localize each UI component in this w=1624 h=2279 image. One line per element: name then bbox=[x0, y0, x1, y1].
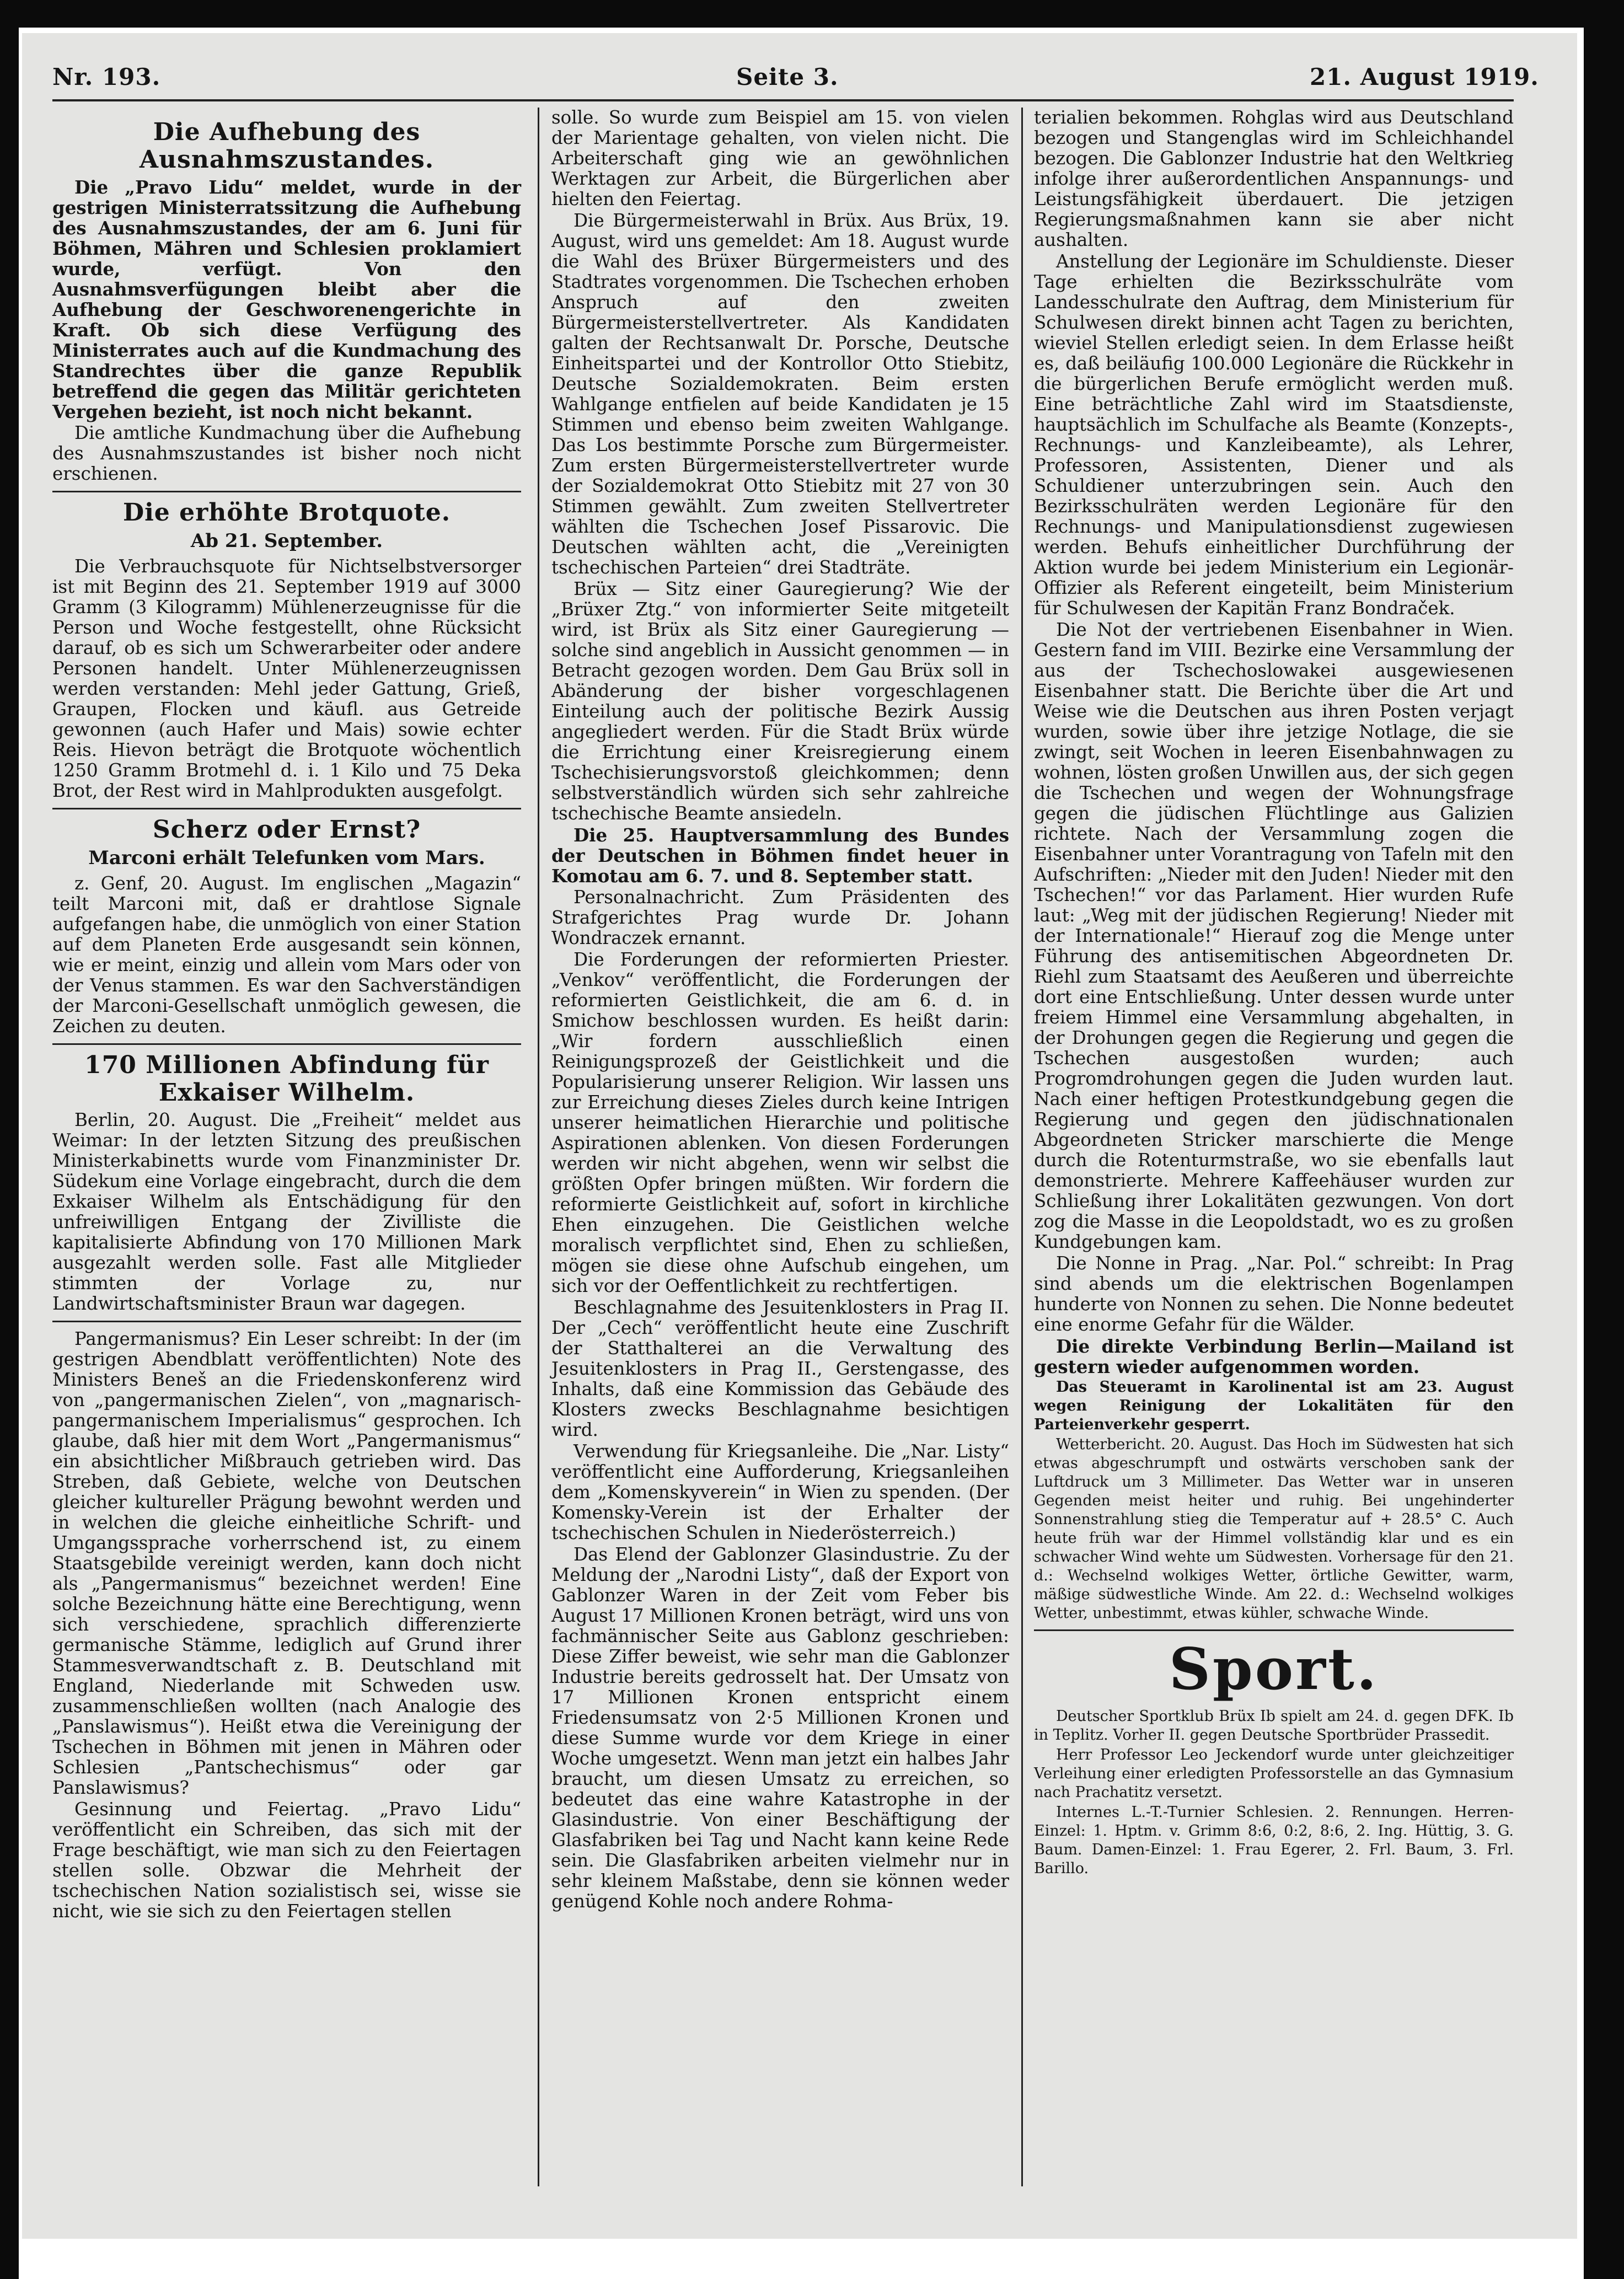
sport-paragraph: Deutscher Sportklub Brüx Ib spielt am 24. d. gegen DFK. Ib in Teplitz. Vorher II. gegen Deutsche Sportbrüder Prassedit. bbox=[1034, 1708, 1514, 1744]
article-separator bbox=[1034, 1629, 1514, 1631]
page-left-border bbox=[0, 0, 19, 2279]
column-2 bbox=[551, 108, 1009, 1913]
sport-section-title: Sport. bbox=[1169, 1635, 1379, 1703]
article-subtitle: Marconi erhält Telefunken vom Mars. bbox=[88, 847, 485, 869]
column-1 bbox=[52, 108, 521, 1923]
header-issue-number: Nr. 193. bbox=[52, 63, 161, 90]
sport-paragraph: Internes L.-T.-Turnier Schlesien. 2. Rennungen. Herren-Einzel: 1. Hptm. v. Grimm 8:6, 0:2, 8:6, 2. Ing. Hüttig, 3. G. Baum. Damen-Einzel: 1. Frau Egerer, 2. Frl. Baum, 3. Frl. Barillo. bbox=[1034, 1804, 1514, 1877]
article-separator bbox=[52, 491, 521, 492]
article-paragraph: Verwendung für Kriegsanleihe. Die „Nar. Listy“ veröffentlicht eine Aufforderung, Kriegsanleihen dem „Komenskyverein“ in Wien zu spenden. (Der Komensky-Verein ist der Erhalter der tschechischen Schulen in Niederösterreich.) bbox=[551, 1441, 1009, 1543]
article-paragraph: Die Verbrauchsquote für Nichtselbstversorger ist mit Beginn des 21. September 1919 auf 3000 Gramm (3 Kilogramm) Mühlenerzeugnisse für die Person und Woche festgestellt, ohne Rücksicht darauf, ob es sich um Schwerarbeiter oder andere Personen handelt. Unter Mühlenerzeugnissen werden verstanden: Mehl jeder Gattung, Grieß, Graupen, Flocken und käufl. aus Getreide gewonnen (auch Hafer und Mais) sowie echter Reis. Hievon beträgt die Brotquote wöchentlich 1250 Gramm Brotmehl d. i. 1 Kilo und 75 Deka Brot, der Rest wird in Mahlprodukten ausgefolgt. bbox=[52, 556, 521, 801]
sport-paragraph: Herr Professor Leo Jeckendorf wurde unter gleichzeitiger Verleihung einer erledigten Professorstelle an das Gymnasium nach Prachatitz versetzt. bbox=[1034, 1746, 1514, 1801]
article-paragraph: Die Nonne in Prag. „Nar. Pol.“ schreibt: In Prag sind abends um die elektrischen Bogenlampen hunderte von Nonnen zu sehen. Die Nonne bedeutet eine enorme Gefahr für die Wälder. bbox=[1034, 1253, 1514, 1335]
column-divider-1 bbox=[538, 108, 539, 2186]
column-divider-2 bbox=[1021, 108, 1023, 2186]
article-title: 170 Millionen Abfindung für Exkaiser Wilhelm. bbox=[84, 1051, 489, 1107]
article-paragraph: z. Genf, 20. August. Im englischen „Magazin“ teilt Marconi mit, daß er drahtlose Signale aufgefangen habe, die unmöglich von einer Station auf dem Planeten Erde ausgesandt sein können, wie er meint, einzig und allein vom Mars oder von der Venus stammen. Es war den Sachverständigen der Marconi-Gesellschaft unmöglich gewesen, die Zeichen zu deuten. bbox=[52, 873, 521, 1037]
article-paragraph: Die 25. Hauptversammlung des Bundes der Deutschen in Böhmen findet heuer in Komotau am 6. 7. und 8. September statt. bbox=[551, 824, 1009, 887]
article-title: Die erhöhte Brotquote. bbox=[122, 498, 451, 527]
article-paragraph: Personalnachricht. Zum Präsidenten des Strafgerichtes Prag wurde Dr. Johann Wondraczek ernannt. bbox=[551, 887, 1009, 948]
article-paragraph: Die Not der vertriebenen Eisenbahner in Wien. Gestern fand im VIII. Bezirke eine Versammlung der aus der Tschechoslowakei ausgewiesenen Eisenbahner statt. Die Berichte über die Art und Weise wie die Deutschen aus ihren Posten verjagt wurden, sowie über ihre jetzige Notlage, die sie zwingt, seit Wochen in leeren Eisenbahnwagen zu wohnen, lösten großen Unwillen aus, der sich gegen die Tschechen und wegen der Wohnungsfrage gegen die jüdischen Flüchtlinge aus Galizien richtete. Nach der Versammlung zogen die Eisenbahner unter Vorantragung von Tafeln mit den Aufschriften: „Nieder mit den Juden! Nieder mit den Tschechen!“ vor das Parlament. Hier wurden Rufe laut: „Weg mit der jüdischen Regierung! Nieder mit der Internationale!“ Hierauf zog die Menge unter Führung des antisemitischen Abgeordneten Dr. Riehl zum Staatsamt des Aeußeren und überreichte dort eine Entschließung. Unter dessen wurde unter freiem Himmel eine Versammlung abgehalten, in der Drohungen gegen die Regierung und gegen die Tschechen ausgestoßen wurden; auch Progromdrohungen gegen die Juden wurden laut. Nach einer heftigen Protestkundgebung gegen die Regierung und gegen den jüdischnationalen Abgeordneten Stricker marschierte die Menge durch die Rotenturmstraße, wo sie ebenfalls laut demonstrierte. Mehrere Kaffeehäuser wurden zur Schließung ihrer Lokalitäten gezwungen. Von dort zog die Masse in die Leopoldstadt, wo es zu großen Kundgebungen kam. bbox=[1034, 619, 1514, 1252]
weather-report: Wetterbericht. 20. August. Das Hoch im Südwesten hat sich etwas abgeschrumpft und ostwärts verschoben sank der Luftdruck um 3 Millimeter. Das Wetter war in unseren Gegenden meist heiter und ruhig. Bei ungehinderter Sonnenstrahlung stieg die Temperatur auf + 28.5° C. Auch heute früh war der Himmel vollständig klar und es ein schwacher Wind wehte um Südwesten. Vorhersage für den 21. d.: Wechselnd wolkiges Wetter, örtliche Gewitter, warm, mäßige südwestliche Winde. Am 22. d.: Wechselnd wolkiges Wetter, unbestimmt, etwas kühler, schwache Winde. bbox=[1034, 1436, 1514, 1622]
page-top-border bbox=[0, 0, 1624, 28]
page-right-border bbox=[1584, 0, 1624, 2279]
article-paragraph: Anstellung der Legionäre im Schuldienste. Dieser Tage erhielten die Bezirksschulräte vom Landesschulrate den Auftrag, dem Ministerium für Schulwesen direkt binnen acht Tagen zu berichten, wieviel Stellen erledigt seien. In dem Erlasse heißt es, daß beiläufig 100.000 Legionäre die Rückkehr in die bürgerlichen Berufe ermöglicht werden muß. Eine beträchtliche Zahl wird im Staatsdienste, hauptsächlich im Schulfache als Beamte (Konzepts-, Rechnungs- und Kanzleibeamte), als Lehrer, Professoren, Assistenten, Diener und als Schuldiener unterzubringen sein. Auch den Bezirksschulräten werden Legionäre für den Rechnungs- und Manipulationsdienst zugewiesen werden. Behufs einheitlicher Durchführung der Aktion wurde bei jedem Ministerium ein Legionär-Offizier als Referent eingeteilt, beim Ministerium für Schulwesen der Kapitän Franz Bondraček. bbox=[1034, 251, 1514, 619]
article-paragraph: Die Forderungen der reformierten Priester. „Venkov“ veröffentlicht, die Forderungen der reformierten Geistlichkeit, die am 6. d. in Smichow beschlossen wurden. Es heißt darin: „Wir fordern ausschließlich einen Reinigungsprozeß der Geistlichkeit und die Popularisierung unserer Religion. Wir lassen uns zur Erreichung dieses Zieles durch keine Intrigen unserer heimatlichen Hierarchie und politische Aspirationen ablenken. Von diesen Forderungen werden wir nicht abgehen, wenn wir selbst die größten Opfer bringen müßten. Wir fordern die reformierte Geistlichkeit auf, sofort in kirchliche Ehen einzugehen. Die Geistlichen welche moralisch verpflichtet sind, Ehen zu schließen, mögen sie diese ohne Aufschub eingehen, um sich vor der Oeffentlichkeit zu rechtfertigen. bbox=[551, 949, 1009, 1296]
article-subtitle: Ab 21. September. bbox=[190, 530, 383, 552]
article-paragraph: Beschlagnahme des Jesuitenklosters in Prag II. Der „Cech“ veröffentlicht heute eine Zuschrift der Statthalterei an die Verwaltung des Jesuitenklosters in Prag II., Gerstengasse, des Inhalts, daß eine Kommission das Gebäude des Klosters zwecks Beschlagnahme besichtigen wird. bbox=[551, 1297, 1009, 1440]
header-rule bbox=[52, 99, 1514, 101]
article-title: Die Aufhebung des Ausnahmszustandes. bbox=[139, 118, 435, 174]
article-paragraph: Pangermanismus? Ein Leser schreibt: In der (im gestrigen Abendblatt veröffentlichten) Note des Ministers Beneš an die Friedenskonferenz wird von „pangermanischen Zielen“, von „magnarisch-pangermanischem Imperialismus“ gesprochen. Ich glaube, daß hier mit dem Wort „Pangermanismus“ ein absichtlicher Mißbrauch getrieben wird. Das Streben, daß Gebiete, welche von Deutschen gleicher kultureller Prägung bewohnt werden und in welchen die gleiche einheitliche Schrift- und Umgangssprache vorherrschend ist, zu einem Staatsgebilde vereinigt werden, kann doch nicht als „Pangermanismus“ bezeichnet werden! Eine solche Bezeichnung hätte eine Berechtigung, wenn sich verschiedene, sprachlich differenzierte germanische Stämme, lediglich auf Grund ihrer Stammesverwandtschaft z. B. Deutschland mit England, Niederlande mit Schweden usw. zusammenschließen wollten (nach Analogie des „Panslawismus“). Heißt etwa die Vereinigung der Tschechen in Böhmen mit jenen in Mähren oder Schlesien „Pantschechismus“ oder gar Panslawismus? bbox=[52, 1328, 521, 1798]
article-paragraph: Das Elend der Gablonzer Glasindustrie. Zu der Meldung der „Narodni Listy“, daß der Export von Gablonzer Waren in der Zeit vom Feber bis August 17 Millionen Kronen beträgt, wird uns von fachmännischer Seite aus Gablonz geschrieben: Diese Ziffer beweist, wie sehr man die Gablonzer Industrie bereits gedrosselt hat. Der Umsatz von 17 Millionen Kronen entspricht einem Friedensumsatz von 2·5 Millionen Kronen und diese Summe wurde vor dem Kriege in einer Woche umgesetzt. Wenn man jetzt ein halbes Jahr braucht, um diesen Umsatz zu erreichen, so bedeutet das eine wahre Katastrophe in der Glasindustrie. Von einer Beschäftigung der Glasfabriken bei Tag und Nacht kann keine Rede sein. Die Glasfabriken arbeiten vielmehr nur in sehr kleinem Maßstabe, denn sie können weder genügend Kohle noch andere Rohma- bbox=[551, 1544, 1009, 1912]
article-paragraph: Die „Pravo Lidu“ meldet, wurde in der gestrigen Ministerratssitzung die Aufhebung des Ausnahmszustandes, der am 6. Juni für Böhmen, Mähren und Schlesien proklamiert wurde, verfügt. Von den Ausnahmsverfügungen bleibt aber die Aufhebung der Geschworenengerichte in Kraft. Ob sich diese Verfügung des Ministerrates auch auf die Kundmachung des Standrechtes über die ganze Republik betreffend die gegen das Militär gerichteten Vergehen bezieht, ist noch nicht bekannt. bbox=[52, 176, 521, 422]
article-paragraph: terialien bekommen. Rohglas wird aus Deutschland bezogen und Stangenglas wird im Schleichhandel bezogen. Die Gablonzer Industrie hat den Weltkrieg infolge ihrer außerordentlichen Anspannungs- und Leistungsfähigkeit überdauert. Die jetzigen Regierungsmaßnahmen kann sie aber nicht aushalten. bbox=[1034, 107, 1514, 250]
article-paragraph: Die amtliche Kundmachung über die Aufhebung des Ausnahmszustandes ist bisher noch nicht erschienen. bbox=[52, 422, 521, 484]
header-date: 21. August 1919. bbox=[1310, 63, 1539, 90]
article-paragraph: solle. So wurde zum Beispiel am 15. von vielen der Marientage gehalten, von vielen nicht. Die Arbeiterschaft ging wie an gewöhnlichen Werktagen zur Arbeit, die Bürgerlichen aber hielten den Feiertag. bbox=[551, 107, 1009, 210]
article-paragraph: Die direkte Verbindung Berlin—Mailand ist gestern wieder aufgenommen worden. bbox=[1034, 1336, 1514, 1377]
article-separator bbox=[52, 1321, 521, 1322]
article-separator bbox=[52, 1043, 521, 1045]
article-title: Scherz oder Ernst? bbox=[152, 816, 421, 844]
header-page-number: Seite 3. bbox=[736, 63, 839, 90]
article-separator bbox=[52, 808, 521, 809]
article-paragraph: Brüx — Sitz einer Gauregierung? Wie der „Brüxer Ztg.“ von informierter Seite mitgeteilt wird, ist Brüx als Sitz einer Gauregierung — solche sind angeblich in Aussicht genommen — in Betracht gezogen worden. Dem Gau Brüx soll in Abänderung der bisher vorgeschlagenen Einteilung auch der politische Bezirk Aussig angegliedert werden. Für die Stadt Brüx würde die Errichtung einer Kreisregierung einem Tschechisierungsvorstoß gleichkommen; denn selbstverständlich würden sich sehr zahlreiche tschechische Beamte ansiedeln. bbox=[551, 578, 1009, 824]
column-3 bbox=[1034, 108, 1514, 1879]
article-paragraph: Berlin, 20. August. Die „Freiheit“ meldet aus Weimar: In der letzten Sitzung des preußischen Ministerkabinetts wurde vom Finanzminister Dr. Südekum eine Vorlage eingebracht, durch die dem Exkaiser Wilhelm als Entschädigung für den unfreiwilligen Entgang der Zivilliste die kapitalisierte Abfindung von 170 Millionen Mark ausgezahlt werden solle. Fast alle Mitglieder stimmten der Vorlage zu, nur Landwirtschaftsminister Braun war dagegen. bbox=[52, 1109, 521, 1314]
notice-paragraph: Das Steueramt in Karolinental ist am 23. August wegen Reinigung der Lokalitäten für den Parteienverkehr gesperrt. bbox=[1034, 1379, 1514, 1433]
article-paragraph: Gesinnung und Feiertag. „Pravo Lidu“ veröffentlicht ein Schreiben, das sich mit der Frage beschäftigt, wie man sich zu den Feiertagen stellen solle. Obzwar die Mehrheit der tschechischen Nation sozialistisch sei, wisse sie nicht, wie sie sich zu den Feiertagen stellen bbox=[52, 1799, 521, 1922]
article-paragraph: Die Bürgermeisterwahl in Brüx. Aus Brüx, 19. August, wird uns gemeldet: Am 18. August wurde die Wahl des Brüxer Bürgermeisters und des Stadtrates vorgenommen. Die Tschechen erhoben Anspruch auf den zweiten Bürgermeisterstellvertreter. Als Kandidaten galten der Rechtsanwalt Dr. Porsche, Deutsche Einheitspartei und der Kontrollor Otto Stiebitz, Deutsche Sozialdemokraten. Beim ersten Wahlgange entfielen auf beide Kandidaten je 15 Stimmen und ebenso beim zweiten Wahlgange. Das Los bestimmte Porsche zum Bürgermeister. Zum ersten Bürgermeisterstellvertreter wurde der Sozialdemokrat Otto Stiebitz mit 27 von 30 Stimmen gewählt. Zum zweiten Stellvertreter wählten die Tschechen Josef Pissarovic. Die Deutschen wählten acht, die „Vereinigten tschechischen Parteien“ drei Stadträte. bbox=[551, 210, 1009, 578]
